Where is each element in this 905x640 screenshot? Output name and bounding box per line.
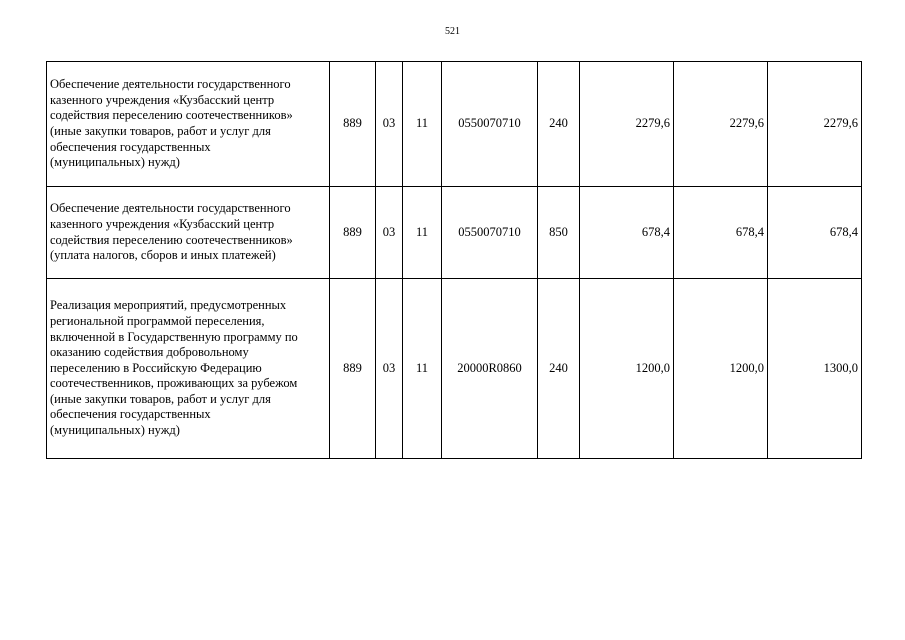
sum-2-cell: 2279,6 [674, 62, 768, 187]
expense-name-line: содействия переселению соотечественников» [50, 232, 293, 247]
expense-type-cell: 240 [538, 62, 580, 187]
expense-name-line: оказанию содействия добровольному [50, 345, 249, 360]
expense-name-line: содействия переселению соотечественников» [50, 108, 293, 123]
section-code-cell: 03 [376, 187, 403, 279]
expense-name-cell [47, 187, 330, 279]
subsection-code-cell: 11 [403, 187, 442, 279]
target-article-cell: 0550070710 [442, 187, 538, 279]
sum-3-cell: 2279,6 [768, 62, 862, 187]
sum-1-cell: 678,4 [580, 187, 674, 279]
expense-name-line: региональной программой переселения, [50, 313, 265, 328]
expense-name-line: соотечественников, проживающих за рубежом [50, 376, 298, 391]
section-code-cell: 03 [376, 279, 403, 459]
expense-name-line: казенного учреждения «Кузбасский центр [50, 92, 275, 107]
subsection-code-cell: 11 [403, 279, 442, 459]
expense-name-line: (иные закупки товаров, работ и услуг для [50, 124, 271, 138]
expense-name-line: Реализация мероприятий, предусмотренных [50, 298, 287, 313]
ministry-code-cell: 889 [330, 279, 376, 459]
expense-name-line: обеспечения государственных [50, 407, 211, 422]
expense-name-line: включенной в Государственную программу по [50, 329, 298, 344]
expense-name-line: Обеспечение деятельности государственного [50, 77, 291, 92]
sum-1-cell: 1200,0 [580, 279, 674, 459]
expense-type-cell: 240 [538, 279, 580, 459]
expense-name-line: казенного учреждения «Кузбасский центр [50, 216, 275, 231]
sum-2-cell: 678,4 [674, 187, 768, 279]
expense-name-cell [47, 62, 330, 187]
ministry-code-cell: 889 [330, 187, 376, 279]
sum-2-cell: 1200,0 [674, 279, 768, 459]
ministry-code-cell: 889 [330, 62, 376, 187]
expense-name-line: переселению в Российскую Федерацию [50, 360, 262, 375]
expense-name-line: Обеспечение деятельности государственного [50, 201, 291, 216]
expense-name-line: (уплата налогов, сборов и иных платежей) [50, 248, 276, 263]
expense-name-cell [47, 279, 330, 459]
table-row [47, 279, 862, 459]
sum-1-cell: 2279,6 [580, 62, 674, 187]
expense-name-line: (иные закупки товаров, работ и услуг для [50, 391, 271, 406]
target-article-cell: 0550070710 [442, 62, 538, 187]
table-row [47, 187, 862, 279]
expense-type-cell: 850 [538, 187, 580, 279]
target-article-cell: 20000R0860 [442, 279, 538, 459]
page-number: 521 [445, 26, 460, 37]
expense-name-line: (муниципальных) нужд) [50, 423, 180, 438]
expense-name-line: обеспечения государственных [50, 139, 211, 154]
sum-3-cell: 678,4 [768, 187, 862, 279]
expense-name-line: (муниципальных) нужд) [50, 155, 180, 170]
subsection-code-cell: 11 [403, 62, 442, 187]
table-row [47, 62, 862, 187]
budget-table [46, 61, 862, 459]
section-code-cell: 03 [376, 62, 403, 187]
sum-3-cell: 1300,0 [768, 279, 862, 459]
